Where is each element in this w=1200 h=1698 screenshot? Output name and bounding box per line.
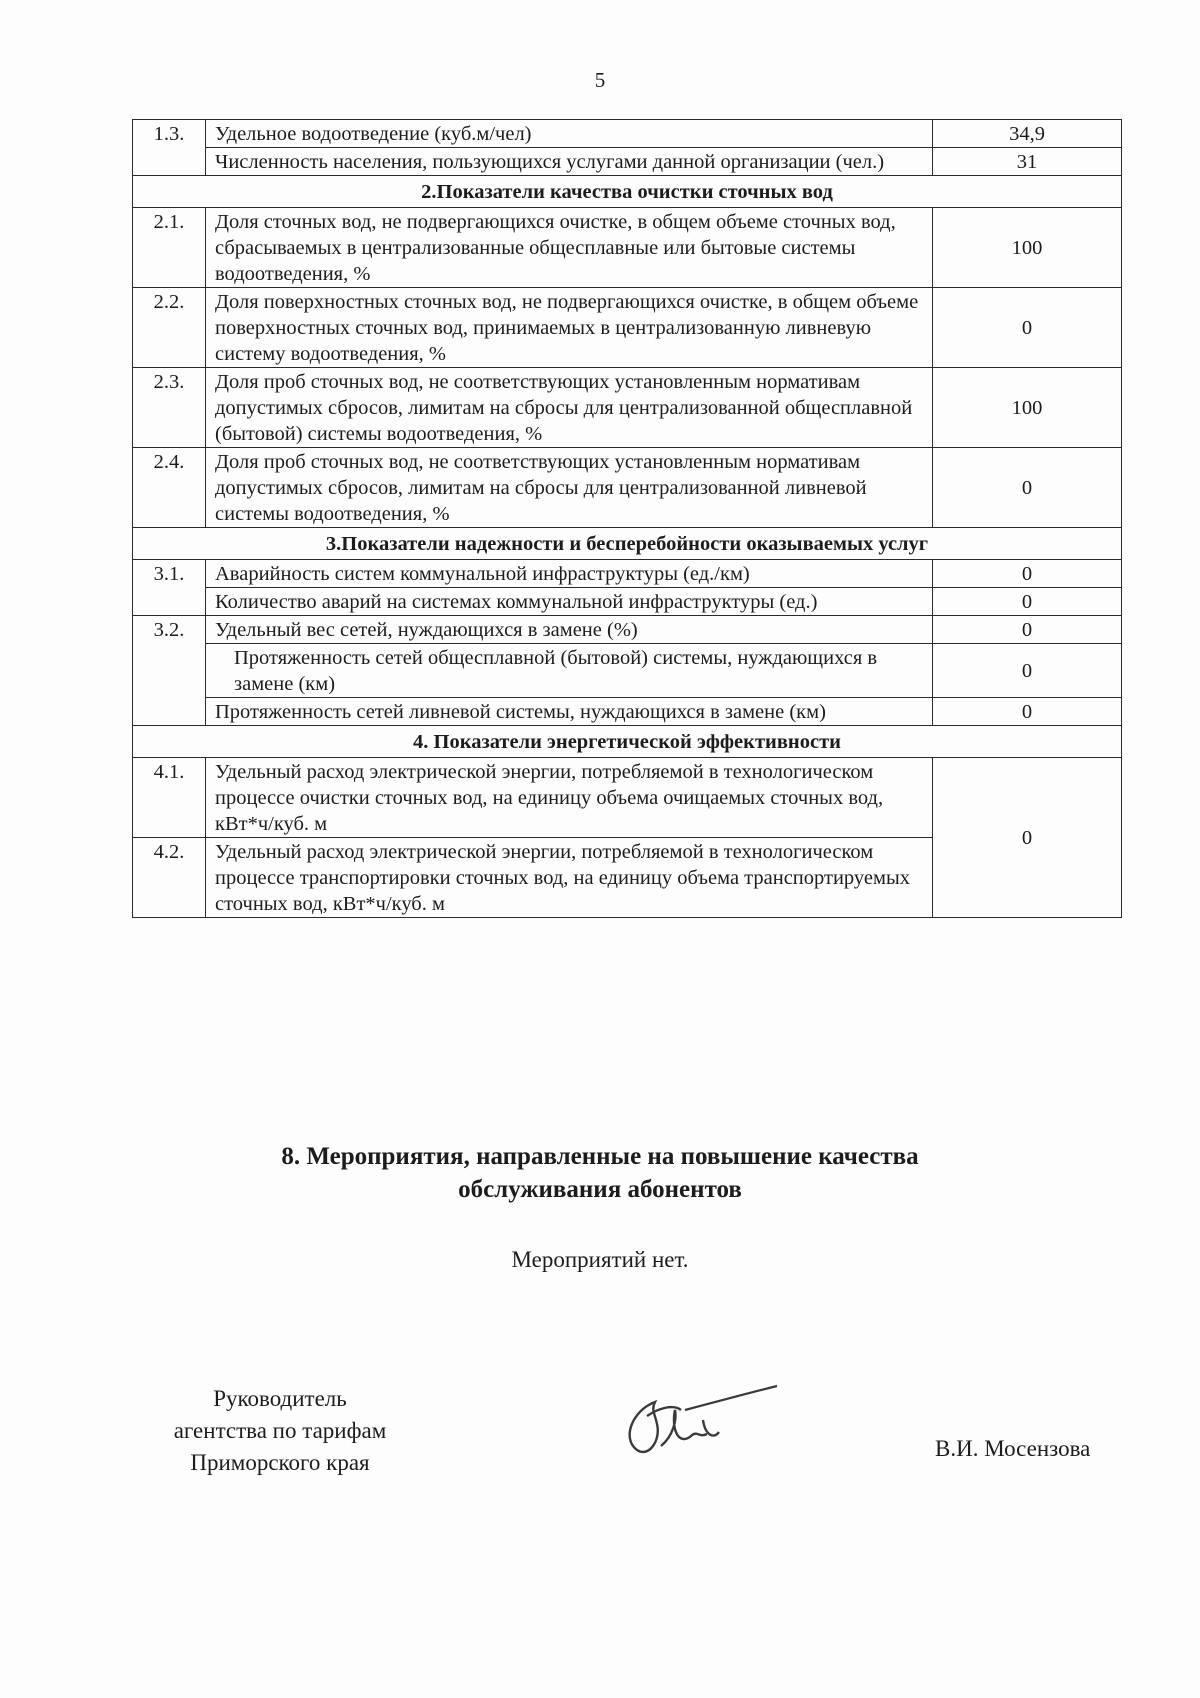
indicator-description: Удельное водоотведение (куб.м/чел) (206, 120, 933, 148)
indicator-value: 0 (933, 588, 1122, 616)
table-row (133, 448, 1122, 528)
indicator-value: 0 (933, 698, 1122, 726)
indicator-description: Количество аварий на системах коммунальной инфраструктуры (ед.) (206, 588, 933, 616)
section-title: 4. Показатели энергетической эффективности (133, 726, 1122, 758)
table-row (133, 208, 1122, 288)
row-number: 3.1. (133, 560, 206, 616)
indicator-value: 100 (933, 368, 1122, 448)
handwritten-signature (615, 1380, 785, 1460)
signer-title (110, 1383, 450, 1479)
indicator-description: Удельный вес сетей, нуждающихся в замене (%) (206, 616, 933, 644)
row-number: 2.1. (133, 208, 206, 288)
table-section-row (133, 726, 1122, 758)
table-row (133, 758, 1122, 838)
section-8-heading-line-2: обслуживания абонентов (458, 1176, 742, 1203)
indicator-value: 31 (933, 148, 1122, 176)
row-number: 4.2. (133, 838, 206, 918)
indicators-table (132, 119, 1122, 918)
indicator-description: Аварийность систем коммунальной инфраструктуры (ед./км) (206, 560, 933, 588)
section-8-heading-line-1: 8. Мероприятия, направленные на повышение качества (281, 1143, 919, 1170)
indicator-description: Численность населения, пользующихся услугами данной организации (чел.) (206, 148, 933, 176)
table-row (133, 588, 1122, 616)
table-row (133, 148, 1122, 176)
indicator-value: 34,9 (933, 120, 1122, 148)
row-number: 2.3. (133, 368, 206, 448)
row-number: 2.2. (133, 288, 206, 368)
signer-name: В.И. Мосензова (935, 1436, 1091, 1461)
indicators-table-body (133, 120, 1122, 918)
indicator-value: 0 (933, 560, 1122, 588)
table-row (133, 698, 1122, 726)
indicator-value: 0 (933, 616, 1122, 644)
indicator-description: Доля поверхностных сточных вод, не подвергающихся очистке, в общем объеме поверхностных сточных вод, принимаемых в централизованную ливневую систему водоотведения, % (206, 288, 933, 368)
table-row (133, 120, 1122, 148)
row-number: 1.3. (133, 120, 206, 176)
indicator-value: 100 (933, 208, 1122, 288)
indicator-value: 0 (933, 644, 1122, 698)
section-title: 3.Показатели надежности и бесперебойности оказываемых услуг (133, 528, 1122, 560)
section-8-heading (0, 1140, 1200, 1206)
section-title: 2.Показатели качества очистки сточных вод (133, 176, 1122, 208)
indicator-description: Доля проб сточных вод, не соответствующих установленным нормативам допустимых сбросов, лимитам на сбросы для централизованной общесплавной (бытовой) системы водоотведения, % (206, 368, 933, 448)
signer-title-line-1: Руководитель (213, 1386, 347, 1411)
page-number: 5 (594, 68, 606, 92)
table-row (133, 616, 1122, 644)
indicator-description: Доля сточных вод, не подвергающихся очистке, в общем объеме сточных вод, сбрасываемых в централизованные общесплавные или бытовые системы водоотведения, % (206, 208, 933, 288)
indicator-value: 0 (933, 758, 1122, 918)
table-section-row (133, 176, 1122, 208)
row-number: 3.2. (133, 616, 206, 726)
indicator-description: Протяженность сетей ливневой системы, нуждающихся в замене (км) (206, 698, 933, 726)
indicator-description: Удельный расход электрической энергии, потребляемой в технологическом процессе транспортировки сточных вод, на единицу объема транспортируемых сточных вод, кВт*ч/куб. м (206, 838, 933, 918)
table-row (133, 560, 1122, 588)
table-row (133, 644, 1122, 698)
indicator-value: 0 (933, 448, 1122, 528)
indicator-description: Удельный расход электрической энергии, потребляемой в технологическом процессе очистки сточных вод, на единицу объема очищаемых сточных вод, кВт*ч/куб. м (206, 758, 933, 838)
indicator-description: Протяженность сетей общесплавной (бытовой) системы, нуждающихся в замене (км) (206, 644, 933, 698)
table-row (133, 368, 1122, 448)
row-number: 2.4. (133, 448, 206, 528)
section-8-text: Мероприятий нет. (511, 1247, 689, 1272)
signer-title-line-3: Приморского края (190, 1450, 370, 1475)
indicator-value: 0 (933, 288, 1122, 368)
row-number: 4.1. (133, 758, 206, 838)
table-section-row (133, 528, 1122, 560)
table-row (133, 288, 1122, 368)
indicator-description: Доля проб сточных вод, не соответствующих установленным нормативам допустимых сбросов, лимитам на сбросы для централизованной ливневой системы водоотведения, % (206, 448, 933, 528)
signer-title-line-2: агентства по тарифам (173, 1418, 387, 1443)
